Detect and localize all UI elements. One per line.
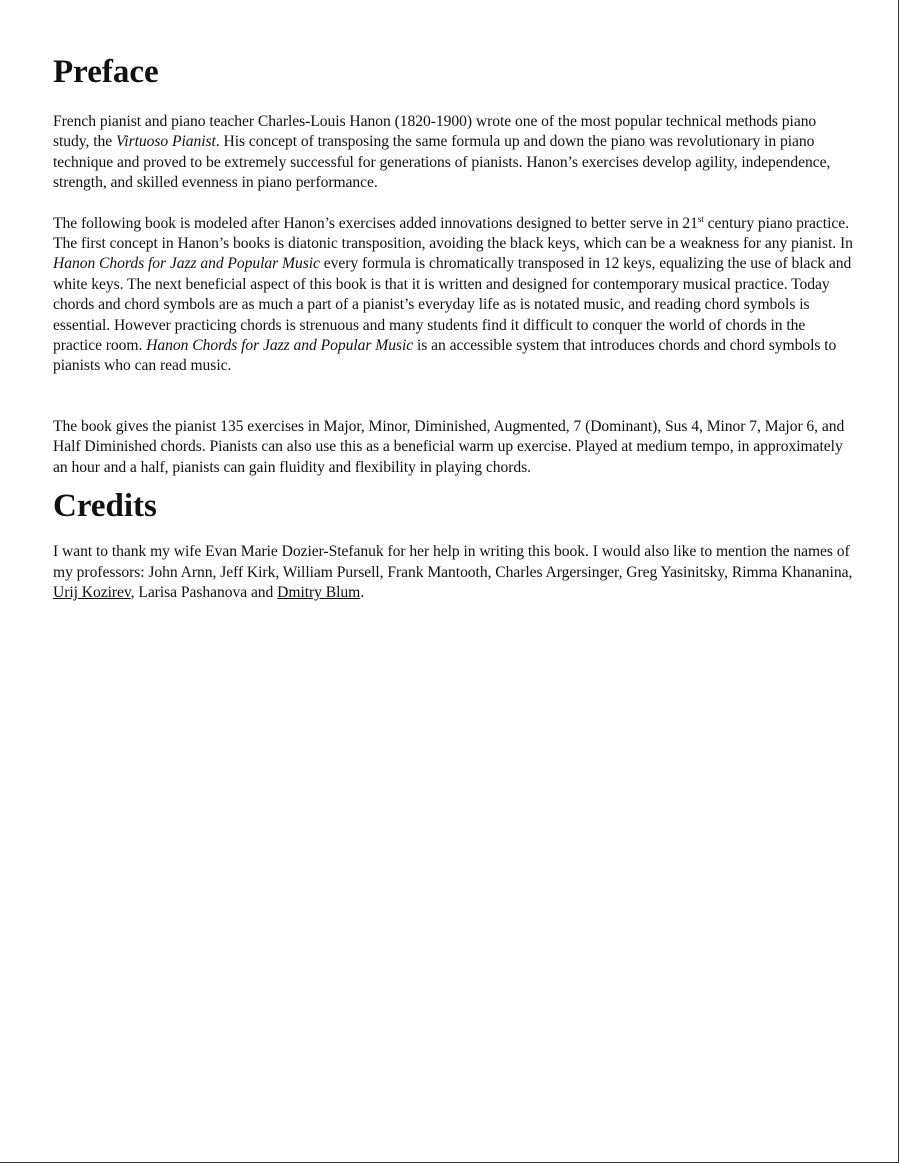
preface-p2-text-b: century piano practice. The first concept in Hanon’s books is diatonic transposition, avoiding the black keys, which can be a weakness for any pianist. In	[53, 214, 853, 253]
credits-text-c: .	[360, 583, 365, 601]
credits-paragraph	[53, 542, 853, 603]
preface-p2-italic-title-2: Hanon Chords for Jazz and Popular Music	[146, 337, 414, 355]
preface-p2-superscript: st	[697, 213, 704, 224]
preface-p2-text-c: every formula is chromatically transposed in 12 keys, equalizing the use of black and white keys. The next beneficial aspect of this book is that it is written and designed for contemporary musical practice. Today chords and chord symbols are as much a part of a pianist’s everyday life as is notated music, and reading chord symbols is essential. However practicing chords is strenuous and many students find it difficult to conquer the world of chords in the practice room.	[53, 255, 852, 355]
credits-text-b: , Larisa Pashanova and	[130, 583, 278, 601]
preface-p1-italic-title: Virtuoso Pianist	[115, 133, 216, 151]
preface-heading: Preface	[53, 54, 159, 90]
preface-paragraph-1	[53, 112, 853, 194]
preface-paragraph-2	[53, 214, 853, 377]
preface-paragraph-3: The book gives the pianist 135 exercises in Major, Minor, Diminished, Augmented, 7 (Dominant), Sus 4, Minor 7, Major 6, and Half Diminished chords. Pianists can also use this as a beneficial warm up exercise. Played at medium tempo, in approximately an hour and a half, pianists can gain fluidity and flexibility in playing chords.	[53, 417, 845, 476]
preface-p1-text-a: French pianist and piano teacher Charles-Louis Hanon (1820-1900) wrote one of the most popular technical methods piano study, the	[53, 113, 817, 151]
credits-text-a: I want to thank my wife Evan Marie Dozier-Stefanuk for her help in writing this book. I would also like to mention the names of my professors: John Arnn, Jeff Kirk, William Pursell, Frank Mantooth, Charles Argersinger, Greg Yasinitsky, Rimma Khananina,	[53, 543, 853, 581]
preface-p2-italic-title-1: Hanon Chords for Jazz and Popular Music	[53, 255, 320, 273]
page-content	[53, 52, 853, 603]
credits-name-underlined-2: Dmitry Blum	[277, 583, 361, 601]
preface-p2-text-a: The following book is modeled after Hanon’s exercises added innovations designed to better serve in 21	[53, 214, 698, 232]
credits-heading: Credits	[53, 488, 157, 525]
preface-p1-text-b: . His concept of transposing the same formula up and down the piano was revolutionary in piano technique and proved to be extremely successful for generations of pianists. Hanon’s exercises develop agility, independence, strength, and skilled evenness in piano performance.	[53, 133, 831, 192]
credits-name-underlined-1: Urij Kozirev	[53, 583, 131, 601]
preface-p2-text-d: is an accessible system that introduces chords and chord symbols to pianists who can read music.	[53, 337, 837, 375]
